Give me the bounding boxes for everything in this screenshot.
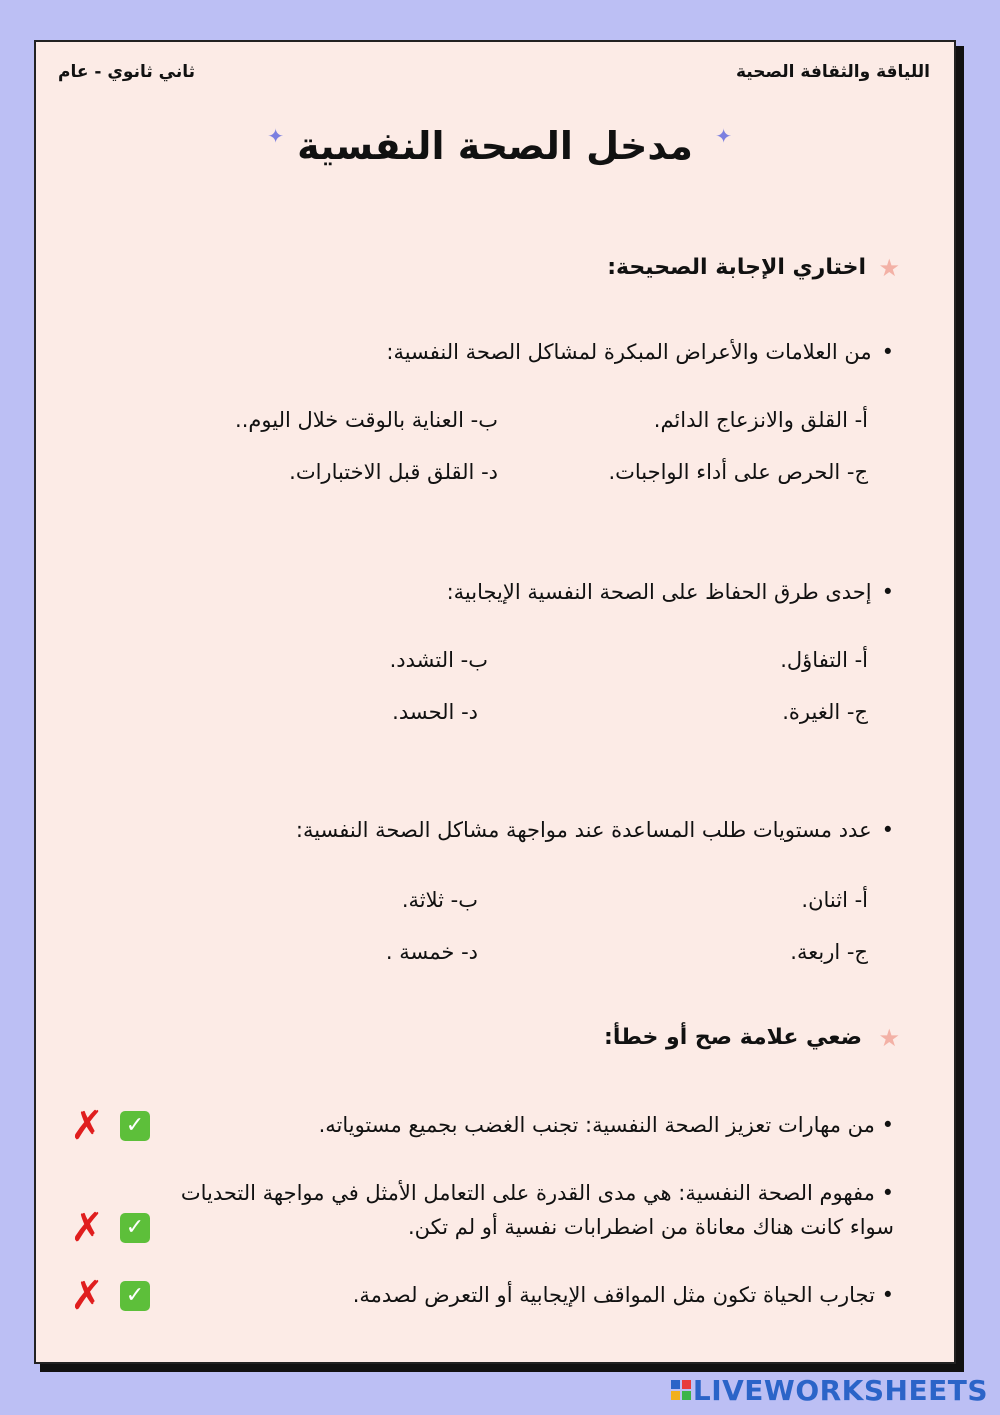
check-icon[interactable]: ✓ [120, 1281, 150, 1311]
question-text: من العلامات والأعراض المبكرة لمشاكل الصحة النفسية: [386, 340, 872, 364]
star-icon: ★ [878, 254, 900, 282]
question-3 [296, 818, 894, 842]
grade-label: ثاني ثانوي - عام [58, 62, 196, 82]
option-a[interactable]: أ- اثنان. [801, 888, 868, 912]
option-d[interactable]: د- القلق قبل الاختبارات. [289, 460, 498, 484]
statement-3 [174, 1278, 894, 1312]
statement-1 [174, 1108, 894, 1142]
bullet-icon: • [881, 1113, 894, 1137]
option-a[interactable]: أ- التفاؤل. [780, 648, 868, 672]
option-a[interactable]: أ- القلق والانزعاج الدائم. [653, 408, 868, 432]
question-text: إحدى طرق الحفاظ على الصحة النفسية الإيجابية: [446, 580, 872, 604]
bullet-icon: • [881, 1181, 894, 1205]
logo-icon [671, 1380, 691, 1400]
worksheet-page [34, 40, 956, 1364]
cross-icon[interactable]: ✗ [70, 1103, 104, 1149]
section-title-multiple-choice: اختاري الإجابة الصحيحة: [607, 255, 866, 280]
option-c[interactable]: ج- الغيرة. [782, 700, 868, 724]
section-title-true-false: ضعي علامة صح أو خطأ: [604, 1025, 862, 1050]
page-title: مدخل الصحة النفسية [297, 124, 693, 168]
statement-2 [174, 1176, 894, 1244]
bullet-icon: • [881, 340, 894, 364]
option-c[interactable]: ج- الحرص على أداء الواجبات. [608, 460, 868, 484]
diamond-icon: ✦ [267, 124, 284, 148]
star-icon: ★ [878, 1024, 900, 1052]
cross-icon[interactable]: ✗ [70, 1273, 104, 1319]
check-icon[interactable]: ✓ [120, 1213, 150, 1243]
statement-text: تجارب الحياة تكون مثل المواقف الإيجابية أو التعرض لصدمة. [352, 1283, 875, 1307]
option-c[interactable]: ج- اربعة. [790, 940, 868, 964]
diamond-icon: ✦ [715, 124, 732, 148]
option-d[interactable]: د- الحسد. [392, 700, 478, 724]
statement-text: من مهارات تعزيز الصحة النفسية: تجنب الغضب بجميع مستوياته. [318, 1113, 875, 1137]
liveworksheets-logo [671, 1374, 988, 1407]
brand-name: LIVEWORKSHEETS [692, 1374, 988, 1407]
cross-icon[interactable]: ✗ [70, 1205, 104, 1251]
question-text: عدد مستويات طلب المساعدة عند مواجهة مشاكل الصحة النفسية: [295, 818, 872, 842]
option-d[interactable]: د- خمسة . [385, 940, 478, 964]
statement-text: مفهوم الصحة النفسية: هي مدى القدرة على التعامل الأمثل في مواجهة التحديات سواء كانت هناك معاناة من اضطرابات نفسية أو لم تكن. [180, 1181, 894, 1239]
bullet-icon: • [881, 818, 894, 842]
check-icon[interactable]: ✓ [120, 1111, 150, 1141]
question-2 [447, 580, 894, 604]
subject-label: اللياقة والثقافة الصحية [736, 62, 930, 82]
option-b[interactable]: ب- التشدد. [389, 648, 488, 672]
option-b[interactable]: ب- ثلاثة. [401, 888, 478, 912]
question-1 [386, 340, 894, 364]
bullet-icon: • [881, 580, 894, 604]
option-b[interactable]: ب- العناية بالوقت خلال اليوم.. [235, 408, 498, 432]
bullet-icon: • [881, 1283, 894, 1307]
